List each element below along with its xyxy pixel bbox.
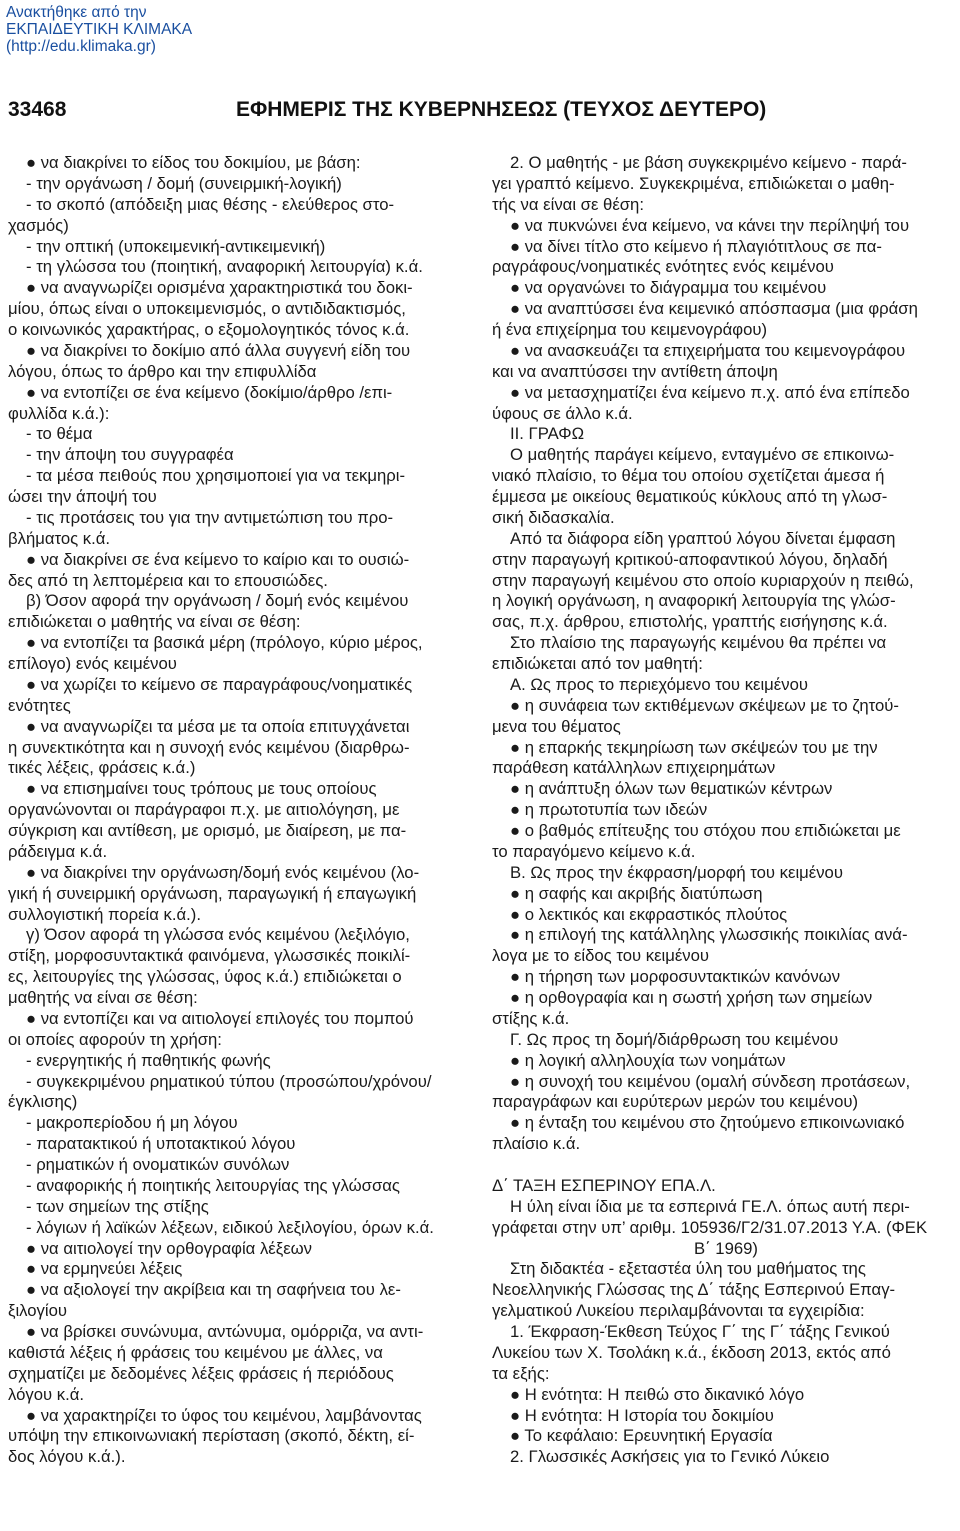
- text-line: ● Η ενότητα: Η Ιστορία του δοκιμίου: [510, 1405, 774, 1425]
- text-line: λογα με το είδος του κειμένου: [492, 946, 710, 966]
- text-line: - παρατακτικού ή υποτακτικού λόγου: [26, 1134, 296, 1154]
- text-line: λόγου, όπως το άρθρο και την επιφυλλίδα: [8, 361, 317, 381]
- text-line: ● η επαρκής τεκμηρίωση των σκέψεών του με την: [510, 737, 878, 757]
- text-line: συλλογιστική πορεία κ.ά.).: [8, 904, 201, 924]
- text-line: σική διδασκαλία.: [492, 507, 615, 527]
- text-line: ● να αναγνωρίζει ορισμένα χαρακτηριστικά του δοκι-: [26, 278, 413, 298]
- text-line: Η ύλη είναι ίδια με τα εσπερινά ΓΕ.Λ. όπως αυτή περι-: [510, 1196, 910, 1216]
- text-line: οργανώνονται οι παράγραφοι π.χ. με αιτιολόγηση, με: [8, 800, 400, 820]
- text-line: β) Όσον αφορά την οργάνωση / δομή ενός κειμένου: [26, 591, 409, 611]
- text-line: και να αναπτύσσει την αντίθετη άποψη: [492, 361, 778, 381]
- text-line: ράδειγμα κ.ά.: [8, 841, 108, 861]
- text-line: το παραγόμενο κείμενο κ.ά.: [492, 841, 696, 861]
- text-line: επιδιώκεται ο μαθητής να είναι σε θέση:: [8, 612, 301, 632]
- text-line: υπόψη την επικοινωνιακή περίσταση (σκοπό, δέκτη, εί-: [8, 1426, 415, 1446]
- text-line: ● να χαρακτηρίζει το ύφος του κειμένου, λαμβάνοντας: [26, 1405, 422, 1425]
- text-line: ● να εντοπίζει σε ένα κείμενο (δοκίμιο/άρθρο /επι-: [26, 382, 393, 402]
- text-line: - ρηματικών ή ονοματικών συνόλων: [26, 1155, 290, 1174]
- text-line: ● να αναγνωρίζει τα μέσα με τα οποία επιτυγχάνεται: [26, 716, 410, 736]
- text-line: στην παραγωγή κριτικού-αποφαντικού λόγου, δηλαδή: [492, 549, 888, 569]
- text-line: καθιστά λέξεις ή φράσεις του κειμένου με άλλες, να: [8, 1342, 383, 1362]
- text-line: τα εξής:: [492, 1363, 550, 1383]
- text-line: ● να δίνει τίτλο στο κείμενο ή πλαγιότιτλους σε πα-: [510, 236, 882, 256]
- text-line: ● να οργανώνει το διάγραμμα του κειμένου: [510, 278, 827, 298]
- text-line: 2. Γλωσσικές Ασκήσεις για το Γενικό Λύκειο: [510, 1447, 830, 1467]
- text-line: ή ένα επιχείρημα του κειμενογράφου): [492, 320, 768, 339]
- text-line: 1. Έκφραση-Έκθεση Τεύχος Γ΄ της Γ΄ τάξης Γενικού: [510, 1322, 890, 1341]
- text-line: Ο μαθητής παράγει κείμενο, ενταγμένο σε επικοινω-: [510, 445, 895, 465]
- source-attribution: [6, 4, 192, 55]
- text-line: - το θέμα: [26, 424, 93, 444]
- text-line: ● η συνάφεια των εκτιθέμενων σκέψεων με το ζητού-: [510, 695, 899, 715]
- text-line: ● Η ενότητα: Η πειθώ στο δικανικό λόγο: [510, 1384, 805, 1404]
- text-line: ● η επιλογή της κατάλληλης γλωσσικής ποικιλίας ανά-: [510, 925, 908, 945]
- text-line: ραγράφους/νοηματικές ενότητες ενός κειμένου: [492, 257, 834, 277]
- text-line: επίλογο) ενός κειμένου: [8, 654, 177, 673]
- text-line: ● να διακρίνει το είδος του δοκιμίου, με βάση:: [26, 153, 361, 172]
- text-line: φυλλίδα κ.ά.):: [8, 403, 110, 423]
- text-line: νιακό πλαίσιο, το θέμα του οποίου σχετίζεται άμεσα ή: [492, 466, 885, 486]
- text-line: σας, π.χ. άρθρου, επιστολής, γραπτής εισήγησης κ.ά.: [492, 612, 888, 632]
- text-line: ες, λειτουργίες της γλώσσας, ύφος κ.ά.) επιδιώκεται ο: [8, 967, 402, 987]
- text-line: Στη διδακτέα - εξεταστέα ύλη του μαθήματος της: [510, 1259, 866, 1279]
- text-line: - την άποψη του συγγραφέα: [26, 445, 234, 465]
- text-line: Γ. Ως προς τη δομή/διάρθρωση του κειμένου: [510, 1029, 839, 1049]
- text-line: μαθητής να είναι σε θέση:: [8, 988, 198, 1007]
- text-line: Δ΄ ΤΑΞΗ ΕΣΠΕΡΙΝΟΥ ΕΠΑ.Λ.: [492, 1175, 716, 1195]
- text-line: ● η τήρηση των μορφοσυντακτικών κανόνων: [510, 967, 841, 987]
- text-line: στίξη, μορφοσυντακτικά φαινόμενα, γλωσσικές ποικιλί-: [8, 946, 411, 966]
- left-column: [8, 153, 468, 1468]
- text-line: ● Το κεφάλαιο: Ερευνητική Εργασία: [510, 1426, 773, 1446]
- page-header: [8, 98, 958, 132]
- right-column: [492, 153, 960, 1468]
- text-line: - το σκοπό (απόδειξη μιας θέσης - ελεύθερος στο-: [26, 194, 395, 214]
- text-line: ● η ανάπτυξη όλων των θεματικών κέντρων: [510, 779, 833, 799]
- text-line: - την οργάνωση / δομή (συνειρμική-λογική): [26, 173, 342, 193]
- text-line: παράθεση κατάλληλων επιχειρημάτων: [492, 758, 776, 778]
- text-line: Β΄ 1969): [693, 1238, 758, 1258]
- text-line: γ) Όσον αφορά τη γλώσσα ενός κειμένου (λεξιλόγιο,: [26, 925, 410, 945]
- source-line-site-name[interactable]: ΕΚΠΑΙΔΕΥΤΙΚΗ ΚΛΙΜΑΚΑ: [6, 21, 193, 38]
- text-line: ● να διακρίνει την οργάνωση/δομή ενός κειμένου (λο-: [26, 862, 420, 882]
- text-line: - ενεργητικής ή παθητικής φωνής: [26, 1050, 271, 1070]
- text-line: γελματικού Λυκείου περιλαμβάνονται τα εγχειρίδια:: [492, 1301, 865, 1321]
- text-line: Νεοελληνικής Γλώσσας της Δ΄ τάξης Εσπερινού Επαγ-: [492, 1280, 896, 1300]
- text-line: ● να αιτιολογεί την ορθογραφία λέξεων: [26, 1238, 313, 1258]
- text-line: - μακροπερίοδου ή μη λόγου: [26, 1113, 238, 1133]
- text-line: ● η συνοχή του κειμένου (ομαλή σύνδεση προτάσεων,: [510, 1071, 911, 1091]
- text-line: ● να διακρίνει το δοκίμιο από άλλα συγγενή είδη του: [26, 340, 411, 360]
- text-line: Από τα διάφορα είδη γραπτού λόγου δίνεται έμφαση: [510, 528, 896, 548]
- text-line: - τις προτάσεις του για την αντιμετώπιση του προ-: [26, 507, 394, 527]
- text-line: ο κοινωνικός χαρακτήρας, ο εξομολογητικός τόνος κ.ά.: [8, 320, 410, 339]
- text-line: [492, 1155, 960, 1176]
- text-line: ● να βρίσκει συνώνυμα, αντώνυμα, ομόρριζα, να αντι-: [26, 1322, 424, 1341]
- text-line: - τα μέσα πειθούς που χρησιμοποιεί για να τεκμηρι-: [26, 466, 406, 486]
- text-line: έμμεσα με οικείους θεματικούς κύκλους από τη γλωσ-: [492, 487, 888, 506]
- text-line: ● να αναπτύσσει ένα κειμενικό απόσπασμα (μια φράση: [510, 299, 918, 319]
- text-line: σύγκριση και αντίθεση, με ορισμό, με διαίρεση, με πα-: [8, 821, 407, 840]
- text-line: ● η ένταξη του κειμένου στο ζητούμενο επικοινωνιακό: [510, 1113, 905, 1133]
- text-line: - των σημείων της στίξης: [26, 1196, 209, 1216]
- text-line: - τη γλώσσα του (ποιητική, αναφορική λειτουργία) κ.ά.: [26, 257, 423, 277]
- text-line: ● να ερμηνεύει λέξεις: [26, 1259, 183, 1279]
- text-line: 2. Ο μαθητής - με βάση συγκεκριμένο κείμενο - παρά-: [510, 153, 907, 172]
- text-line: ξιλογίου: [8, 1301, 68, 1321]
- text-line: ● να επισημαίνει τους τρόπους με τους οποίους: [26, 779, 377, 799]
- source-line-retrieved[interactable]: Ανακτήθηκε από την: [6, 4, 147, 21]
- text-line: ● η σαφής και ακριβής διατύπωση: [510, 883, 763, 903]
- text-line: τής να είναι σε θέση:: [492, 194, 644, 214]
- text-line: ● να εντοπίζει και να αιτιολογεί επιλογές του πομπού: [26, 1008, 414, 1028]
- text-line: ενότητες: [8, 695, 71, 715]
- text-line: γράφεται στην υπ’ αριθμ. 105936/Γ2/31.07.2013 Υ.Α. (ΦΕΚ: [492, 1217, 928, 1237]
- text-line: η λογική οργάνωση, η αναφορική λειτουργία της γλώσ-: [492, 591, 896, 611]
- text-line: γική ή συνειρμική οργάνωση, παραγωγική ή επαγωγική: [8, 883, 417, 903]
- text-line: μίου, όπως είναι ο υποκειμενισμός, ο αντιδιδακτισμός,: [8, 299, 406, 319]
- text-line: χασμός): [8, 215, 69, 235]
- source-line-url[interactable]: (http://edu.klimaka.gr): [6, 38, 156, 55]
- text-line: σχηματίζει με δεδομένες λέξεις φράσεις ή περιόδους: [8, 1363, 394, 1383]
- text-line: Α. Ως προς το περιεχόμενο του κειμένου: [510, 674, 808, 694]
- text-line: ΙΙ. ΓΡΑΦΩ: [510, 424, 585, 444]
- text-line: μενα του θέματος: [492, 716, 621, 736]
- text-line: ● η λογική αλληλουχία των νοημάτων: [510, 1050, 786, 1070]
- text-line: ● η ορθογραφία και η σωστή χρήση των σημείων: [510, 988, 873, 1007]
- text-line: παραγράφων και ευρύτερων μερών του κειμένου): [492, 1092, 859, 1112]
- text-line: δες από τη λεπτομέρεια και το επουσιώδες.: [8, 570, 328, 590]
- text-line: ώσει την άποψή του: [8, 487, 157, 506]
- text-line: - την οπτική (υποκειμενική-αντικειμενική): [26, 236, 326, 256]
- text-line: έγκλισης): [8, 1092, 78, 1112]
- text-line: ● ο βαθμός επίτευξης του στόχου που επιδιώκεται με: [510, 821, 901, 840]
- text-line: ● να ανασκευάζει τα επιχειρήματα του κειμενογράφου: [510, 340, 906, 360]
- page-number: 33468: [8, 98, 67, 121]
- text-line: ύφους σε άλλο κ.ά.: [492, 403, 633, 423]
- text-line: - αναφορικής ή ποιητικής λειτουργίας της γλώσσας: [26, 1175, 400, 1195]
- text-line: δος λόγου κ.ά.).: [8, 1447, 126, 1467]
- text-line: βλήματος κ.ά.: [8, 528, 111, 548]
- gazette-title: ΕΦΗΜΕΡΙΣ ΤΗΣ ΚΥΒΕΡΝΗΣΕΩΣ (ΤΕΥΧΟΣ ΔΕΥΤΕΡΟ): [236, 98, 767, 121]
- text-line: ● η πρωτοτυπία των ιδεών: [510, 800, 708, 820]
- text-line: στίξης κ.ά.: [492, 1008, 570, 1028]
- text-line: στην παραγωγή κειμένου στο οποίο κυριαρχούν η πειθώ,: [492, 570, 914, 590]
- text-line: οι οποίες αφορούν τη χρήση:: [8, 1029, 222, 1049]
- text-line: ● να διακρίνει σε ένα κείμενο το καίριο και το ουσιώ-: [26, 549, 410, 569]
- text-line: ● να εντοπίζει τα βασικά μέρη (πρόλογο, κύριο μέρος,: [26, 633, 423, 653]
- text-line: ● να αξιολογεί την ακρίβεια και τη σαφήνεια του λε-: [26, 1280, 401, 1300]
- text-line: - συγκεκριμένου ρηματικού τύπου (προσώπου/χρόνου/: [26, 1071, 432, 1091]
- text-line: πλαίσιο κ.ά.: [492, 1134, 581, 1154]
- text-line: - λόγιων ή λαϊκών λέξεων, ειδικού λεξιλογίου, όρων κ.ά.: [26, 1217, 434, 1237]
- text-line: Λυκείου των Χ. Τσολάκη κ.ά., έκδοση 2013, εκτός από: [492, 1342, 891, 1362]
- text-line: Β. Ως προς την έκφραση/μορφή του κειμένου: [510, 862, 843, 882]
- text-line: επιδιώκεται από τον μαθητή:: [492, 654, 703, 673]
- text-line: η συνεκτικότητα και η συνοχή ενός κειμένου (διαρθρω-: [8, 737, 410, 757]
- text-line: ● να πυκνώνει ένα κείμενο, να κάνει την περίληψή του: [510, 215, 910, 235]
- text-line: τικές λέξεις, φράσεις κ.ά.): [8, 758, 196, 778]
- text-line: ● ο λεκτικός και εκφραστικός πλούτος: [510, 904, 788, 924]
- text-line: γει γραπτό κείμενο. Συγκεκριμένα, επιδιώκεται ο μαθη-: [492, 173, 895, 193]
- text-line: ● να χωρίζει το κείμενο σε παραγράφους/νοηματικές: [26, 674, 413, 694]
- text-line: ● να μετασχηματίζει ένα κείμενο π.χ. από ένα επίπεδο: [510, 382, 910, 402]
- text-line: λόγου κ.ά.: [8, 1384, 85, 1404]
- text-line: Στο πλαίσιο της παραγωγής κειμένου θα πρέπει να: [510, 633, 887, 653]
